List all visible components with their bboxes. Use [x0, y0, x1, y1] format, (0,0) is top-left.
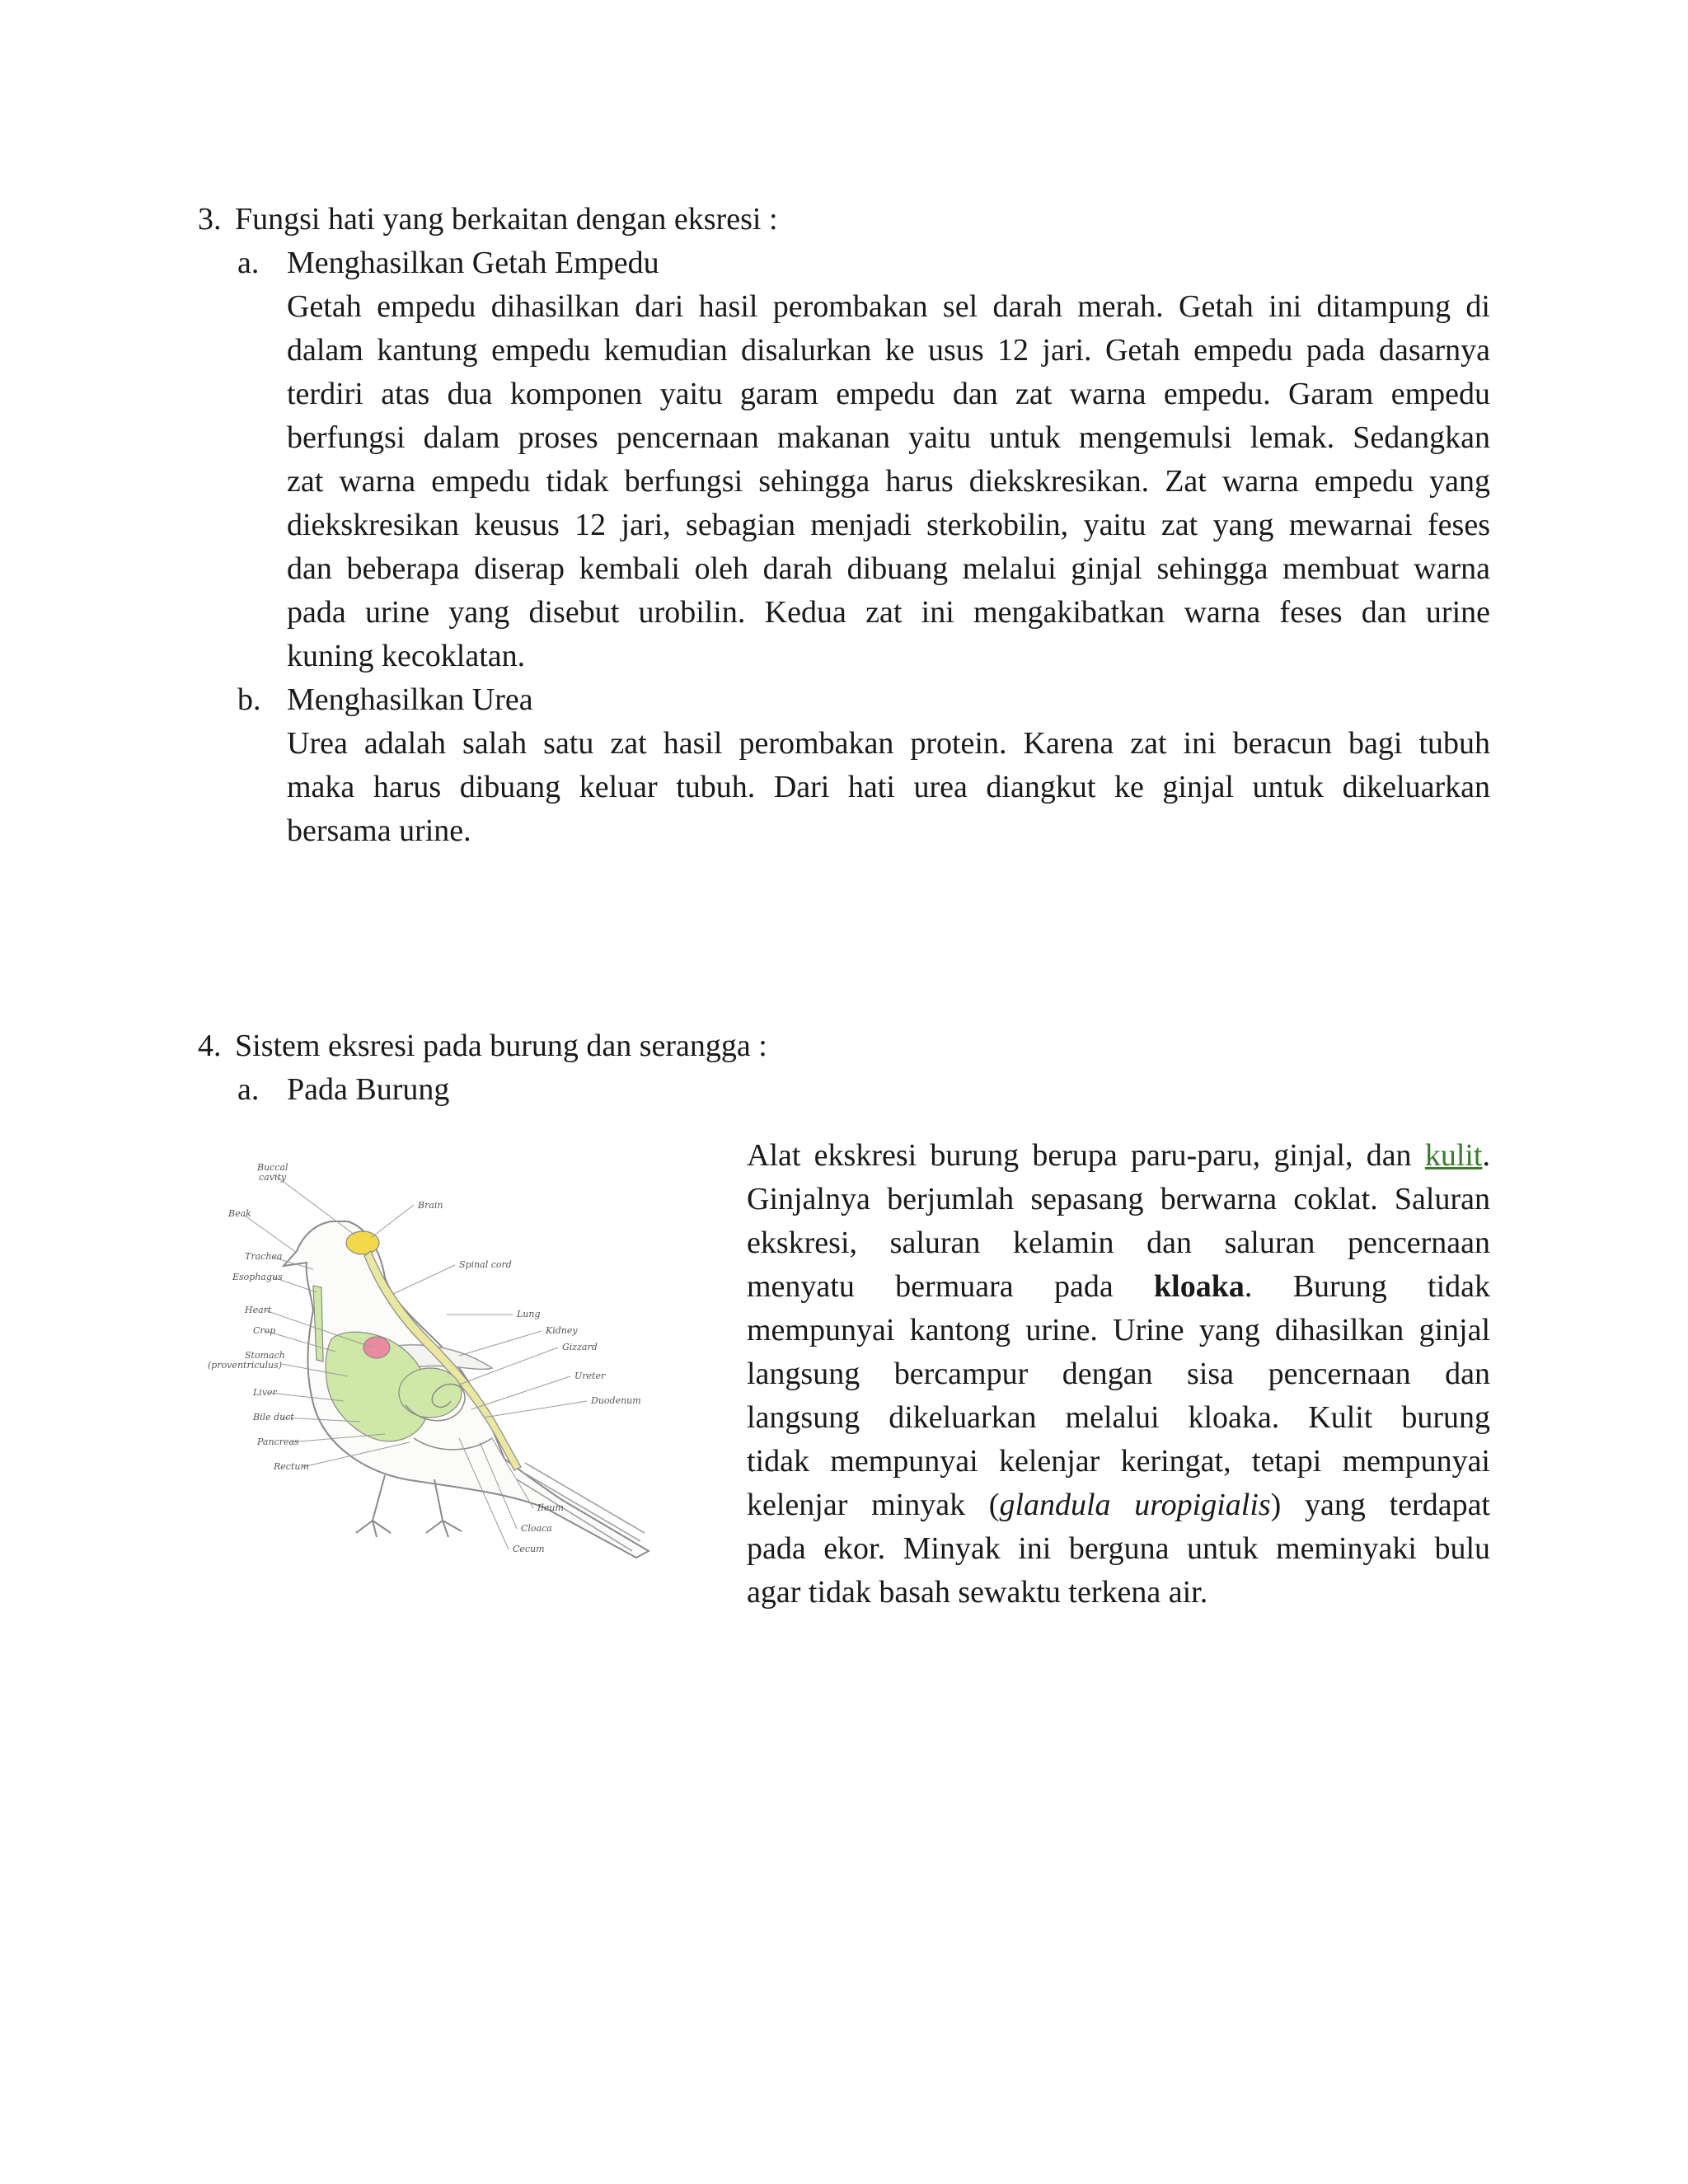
- paragraph-line: mempunyai kantong urine. Urine yang dihasilkan ginjal: [747, 1313, 1490, 1347]
- text-run: kelenjar minyak (: [747, 1488, 1000, 1522]
- text-run: menyatu bermuara pada: [747, 1269, 1155, 1304]
- label-ureter: Ureter: [574, 1371, 606, 1381]
- label-gizzard: Gizzard: [562, 1342, 598, 1352]
- paragraph-line: Ginjalnya berjumlah sepasang berwarna coklat. Saluran: [747, 1182, 1490, 1216]
- section-4-title: Sistem eksresi pada burung dan serangga :: [235, 1029, 767, 1063]
- kulit-link[interactable]: kulit: [1424, 1138, 1483, 1173]
- text-run: .: [1482, 1138, 1490, 1173]
- item-3b-letter: b.: [237, 682, 261, 717]
- paragraph-line: berfungsi dalam proses pencernaan makanan yaitu untuk mengemulsi lemak. Sedangkan: [287, 420, 1490, 455]
- label-heart: Heart: [245, 1305, 272, 1315]
- glandula-term: glandula uropigialis: [999, 1488, 1271, 1522]
- label-stomach: Stomach: [245, 1350, 285, 1361]
- paragraph-line: terdiri atas dua komponen yaitu garam empedu dan zat warna empedu. Garam empedu: [287, 377, 1490, 411]
- label-ileum: Ileum: [537, 1502, 564, 1513]
- paragraph-line: dalam kantung empedu kemudian disalurkan ke usus 12 jari. Getah empedu pada dasarnya: [287, 333, 1490, 368]
- label-trachea: Trachea: [245, 1251, 283, 1262]
- label-rectum: Rectum: [274, 1461, 309, 1472]
- paragraph-line: bersama urine.: [287, 813, 471, 848]
- section-3-title: Fungsi hati yang berkaitan dengan eksresi :: [235, 202, 778, 237]
- label-liver: Liver: [253, 1387, 277, 1398]
- paragraph-line: dan beberapa diserap kembali oleh darah dibuang melalui ginjal sehingga membuat warna: [287, 551, 1490, 586]
- paragraph-line: [747, 1265, 1490, 1309]
- paragraph-line: pada ekor. Minyak ini berguna untuk meminyaki bulu: [747, 1531, 1490, 1566]
- text-run: ) yang terdapat: [1270, 1488, 1490, 1522]
- label-lung: Lung: [517, 1309, 541, 1319]
- label-cecum: Cecum: [513, 1544, 545, 1554]
- kloaka-term: kloaka: [1154, 1269, 1245, 1304]
- item-3a-heading: [237, 241, 659, 285]
- paragraph-line: pada urine yang disebut urobilin. Kedua zat ini mengakibatkan warna feses dan urine: [287, 595, 1490, 630]
- text-run: Alat ekskresi burung berupa paru-paru, ginjal, dan: [747, 1138, 1425, 1173]
- left-leg: [356, 1475, 391, 1537]
- item-3b-title: Menghasilkan Urea: [287, 682, 533, 717]
- text-run: . Burung tidak: [1244, 1269, 1490, 1304]
- item-4a-heading: [237, 1068, 449, 1112]
- item-3b-paragraph: [287, 722, 1490, 853]
- paragraph-line: ekskresi, saluran kelamin dan saluran pencernaan: [747, 1226, 1490, 1260]
- paragraph-line: tidak mempunyai kelenjar keringat, tetapi mempunyai: [747, 1444, 1490, 1479]
- label-brain: Brain: [418, 1200, 443, 1211]
- section-4-heading: [198, 1024, 767, 1068]
- paragraph-line: [747, 1134, 1490, 1178]
- gizzard-organ: [399, 1368, 462, 1418]
- paragraph-line: diekskresikan keusus 12 jari, sebagian menjadi sterkobilin, yaitu zat yang mewarnai feses: [287, 508, 1490, 542]
- label-buccal: Buccal: [257, 1162, 288, 1173]
- label-cavity: cavity: [259, 1172, 287, 1183]
- label-beak: Beak: [228, 1208, 251, 1219]
- paragraph-line: maka harus dibuang keluar tubuh. Dari hati urea diangkut ke ginjal untuk dikeluarkan: [287, 770, 1490, 804]
- paragraph-line: Getah empedu dihasilkan dari hasil perombakan sel darah merah. Getah ini ditampung di: [287, 289, 1490, 324]
- paragraph-line: zat warna empedu tidak berfungsi sehingga harus diekskresikan. Zat warna empedu yang: [287, 464, 1490, 499]
- section-4-number: 4.: [198, 1029, 222, 1063]
- item-3a-paragraph: [287, 285, 1490, 678]
- paragraph-line: [747, 1483, 1490, 1527]
- label-esophagus: Esophagus: [232, 1272, 283, 1282]
- right-leg: [426, 1479, 462, 1537]
- item-4a-paragraph: [747, 1134, 1490, 1615]
- bird-anatomy-illustration: [208, 1146, 719, 1591]
- label-spinal-cord: Spinal cord: [459, 1259, 512, 1270]
- item-3a-title: Menghasilkan Getah Empedu: [287, 246, 659, 280]
- label-pancreas: Pancreas: [257, 1436, 299, 1447]
- item-3b-heading: [237, 678, 533, 722]
- label-crop: Crop: [253, 1325, 276, 1336]
- label-proventriculus: (proventriculus): [208, 1360, 283, 1371]
- label-duodenum: Duodenum: [591, 1395, 641, 1406]
- heart-organ: [363, 1337, 390, 1358]
- paragraph-line: langsung bercampur dengan sisa pencernaan dan: [747, 1357, 1490, 1391]
- label-bile-duct: Bile duct: [253, 1412, 294, 1422]
- paragraph-line: langsung dikeluarkan melalui kloaka. Kulit burung: [747, 1400, 1490, 1435]
- paragraph-line: agar tidak basah sewaktu terkena air.: [747, 1575, 1208, 1610]
- paragraph-line: kuning kecoklatan.: [287, 639, 526, 673]
- item-4a-title: Pada Burung: [287, 1072, 450, 1107]
- bird-anatomy-figure: [208, 1146, 719, 1591]
- paragraph-line: Urea adalah salah satu zat hasil perombakan protein. Karena zat ini beracun bagi tubuh: [287, 726, 1490, 761]
- item-3a-letter: a.: [237, 246, 260, 280]
- item-4a-letter: a.: [237, 1072, 260, 1107]
- section-3-heading: [198, 198, 778, 241]
- brain-organ: [346, 1231, 379, 1254]
- label-kidney: Kidney: [546, 1325, 578, 1336]
- section-3-number: 3.: [198, 202, 222, 237]
- label-cloaca: Cloaca: [521, 1523, 552, 1534]
